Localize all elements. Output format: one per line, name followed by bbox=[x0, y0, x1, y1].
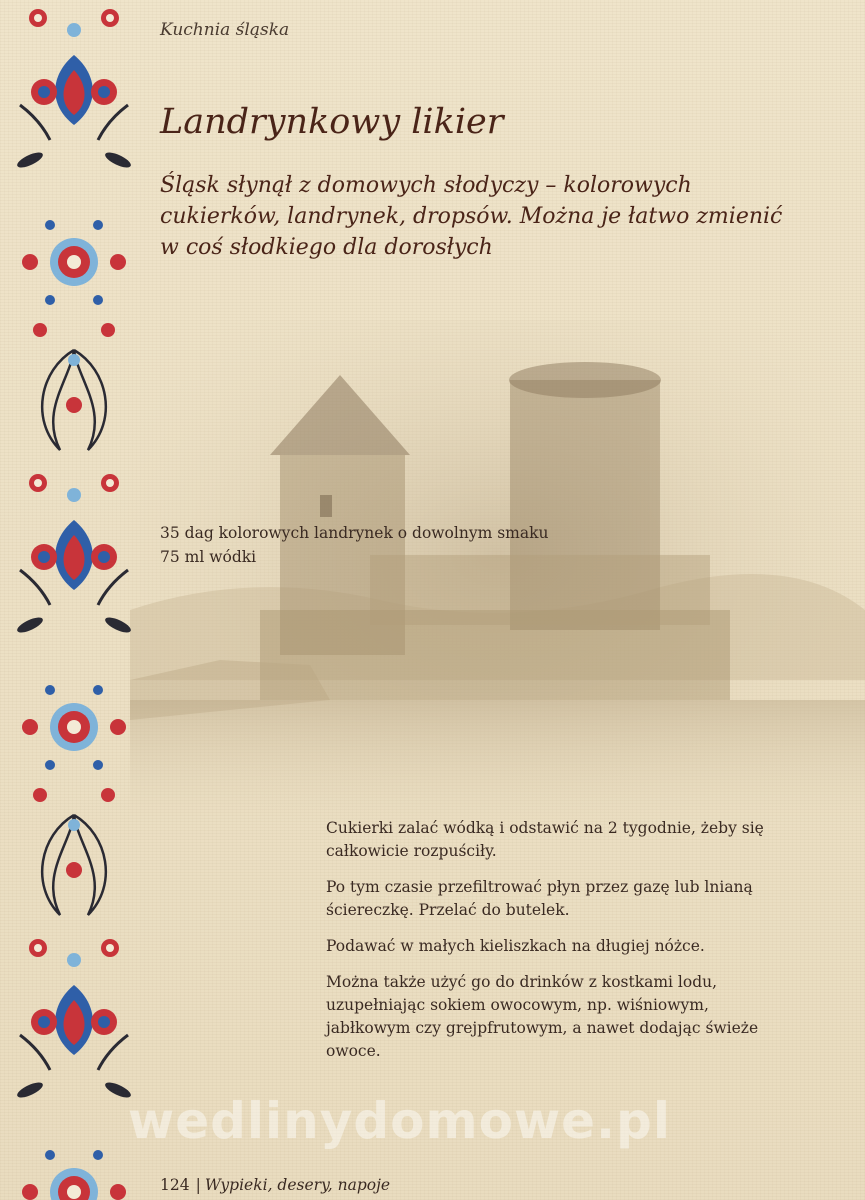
instruction-step: Cukierki zalać wódką i odstawić na 2 tygodnie, żeby się całkowicie rozpuściły. bbox=[326, 819, 764, 860]
footer-separator: | bbox=[195, 1176, 201, 1194]
page-footer bbox=[160, 1176, 390, 1194]
ingredient-list bbox=[160, 521, 548, 569]
instruction-list bbox=[326, 817, 796, 1076]
watermark: wedlinydomowe.pl bbox=[128, 1092, 671, 1150]
instruction-step: Można także użyć go do drinków z kostkami lodu, uzupełniając sokiem owocowym, np. wiśniowym, jabłkowym czy grejpfrutowym, a nawet dodając świeże owoce. bbox=[326, 973, 759, 1060]
folk-floral-border bbox=[0, 0, 148, 1200]
footer-section-name: Wypieki, desery, napoje bbox=[204, 1176, 391, 1194]
recipe-subtitle: Śląsk słynął z domowych słodyczy – kolorowych cukierków, landrynek, dropsów. Można je łatwo zmienić w coś słodkiego dla dorosłych bbox=[160, 173, 783, 260]
instruction-step: Po tym czasie przefiltrować płyn przez gazę lub lnianą ściereczkę. Przelać do butelek. bbox=[326, 878, 753, 919]
ingredient-item: 75 ml wódki bbox=[160, 548, 257, 566]
instruction-step: Podawać w małych kieliszkach na długiej nóżce. bbox=[326, 937, 705, 955]
castle-illustration bbox=[130, 320, 865, 840]
ingredient-item: 35 dag kolorowych landrynek o dowolnym smaku bbox=[160, 524, 549, 542]
recipe-title: Landrynkowy likier bbox=[160, 102, 504, 142]
section-label: Kuchnia śląska bbox=[160, 20, 290, 40]
page-number: 124 bbox=[160, 1176, 190, 1194]
